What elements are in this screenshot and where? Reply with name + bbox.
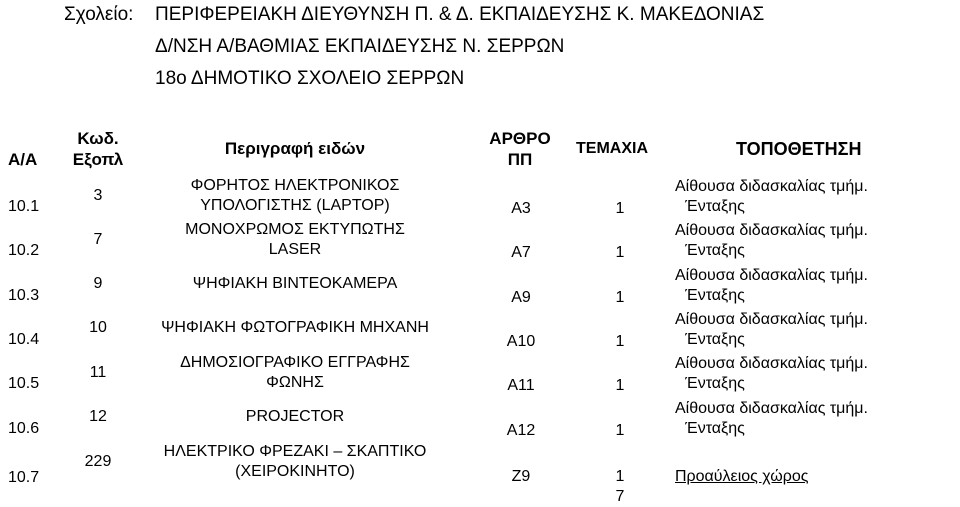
row-3-aa: 10.3: [8, 287, 40, 304]
row-5-desc-line2: ΦΩΝΗΣ: [266, 374, 324, 391]
school-label: Σχολείο:: [64, 4, 134, 25]
row-1-desc-line2: ΥΠΟΛΟΓΙΣΤΗΣ (LAPTOP): [200, 197, 390, 214]
row-5-aa: 10.5: [8, 375, 40, 392]
row-5-article: Α11: [507, 377, 535, 394]
row-4-aa: 10.4: [8, 331, 40, 348]
row-1-pieces: 1: [615, 200, 625, 217]
row-4-location-line2: Ένταξης: [685, 331, 745, 348]
col-header-location: ΤΟΠΟΘΕΤΗΣΗ: [736, 139, 862, 159]
row-5-location-line1: Αίθουσα διδασκαλίας τμήμ.: [675, 355, 868, 372]
row-3-desc-line1: ΨΗΦΙΑΚΗ ΒΙΝΤΕΟΚΑΜΕΡΑ: [192, 275, 398, 292]
row-1-desc-line1: ΦΟΡΗΤΟΣ ΗΛΕΚΤΡΟΝΙΚΟΣ: [190, 177, 400, 194]
col-header-article-line2: ΠΠ: [507, 150, 533, 169]
row-3-location-line1: Αίθουσα διδασκαλίας τμήμ.: [675, 267, 868, 284]
row-1-location-line1: Αίθουσα διδασκαλίας τμήμ.: [675, 178, 868, 195]
row-7-code: 229: [84, 453, 112, 470]
row-2-pieces: 1: [615, 244, 625, 261]
row-6-pieces: 1: [615, 422, 625, 439]
row-2-desc-line2: LASER: [268, 241, 322, 258]
row-2-aa: 10.2: [8, 242, 40, 259]
row-2-code: 7: [93, 231, 103, 248]
row-6-location-line1: Αίθουσα διδασκαλίας τμήμ.: [675, 400, 868, 417]
pieces-total: 7: [615, 488, 625, 505]
row-7-article: Ζ9: [511, 468, 531, 485]
row-4-pieces: 1: [615, 333, 625, 350]
col-header-code-line1: Κωδ.: [77, 129, 119, 148]
header-line-3: 18ο ΔΗΜΟΤΙΚΟ ΣΧΟΛΕΙΟ ΣΕΡΡΩΝ: [155, 68, 465, 89]
row-4-article: Α10: [506, 333, 536, 350]
row-3-pieces: 1: [615, 289, 625, 306]
row-6-article: Α12: [506, 422, 536, 439]
row-3-location-line2: Ένταξης: [685, 287, 745, 304]
row-7-location-line1: Προαύλειος χώρος: [675, 468, 809, 485]
row-6-aa: 10.6: [8, 420, 40, 437]
row-1-aa: 10.1: [8, 198, 40, 215]
row-5-code: 11: [89, 364, 107, 381]
header-line-2: Δ/ΝΣΗ Α/ΒΑΘΜΙΑΣ ΕΚΠΑΙΔΕΥΣΗΣ Ν. ΣΕΡΡΩΝ: [155, 36, 565, 57]
row-1-location-line2: Ένταξης: [685, 198, 745, 215]
row-2-article: Α7: [511, 244, 531, 261]
row-3-article: Α9: [511, 289, 531, 306]
col-header-description: Περιγραφή ειδών: [224, 139, 366, 158]
col-header-code-line2: Εξοπλ: [72, 150, 124, 169]
row-1-code: 3: [93, 187, 103, 204]
row-5-desc-line1: ΔΗΜΟΣΙΟΓΡΑΦΙΚΟ ΕΓΓΡΑΦΗΣ: [180, 354, 410, 371]
row-7-desc-line2: (ΧΕΙΡΟΚΙΝΗΤΟ): [235, 463, 355, 480]
header-line-1: ΠΕΡΙΦΕΡΕΙΑΚΗ ΔΙΕΥΘΥΝΣΗ Π. & Δ. ΕΚΠΑΙΔΕΥΣΗΣ Κ. ΜΑΚΕΔΟΝΙΑΣ: [155, 4, 765, 25]
row-2-desc-line1: ΜΟΝΟΧΡΩΜΟΣ ΕΚΤΥΠΩΤΗΣ: [185, 221, 405, 238]
row-5-location-line2: Ένταξης: [685, 375, 745, 392]
row-2-location-line1: Αίθουσα διδασκαλίας τμήμ.: [675, 222, 868, 239]
row-4-location-line1: Αίθουσα διδασκαλίας τμήμ.: [675, 311, 868, 328]
row-5-pieces: 1: [615, 377, 625, 394]
row-3-code: 9: [93, 275, 103, 292]
row-1-article: Α3: [511, 200, 531, 217]
row-2-location-line2: Ένταξης: [685, 242, 745, 259]
row-7-pieces: 1: [615, 468, 625, 485]
row-4-desc-line1: ΨΗΦΙΑΚΗ ΦΩΤΟΓΡΑΦΙΚΗ ΜΗΧΑΝΗ: [161, 319, 429, 336]
row-7-aa: 10.7: [8, 469, 40, 486]
row-4-code: 10: [89, 319, 107, 336]
col-header-article-line1: ΑΡΘΡΟ: [489, 129, 551, 148]
row-7-desc-line1: ΗΛΕΚΤΡΙΚΟ ΦΡΕΖΑΚΙ – ΣΚΑΠΤΙΚΟ: [163, 443, 427, 460]
col-header-aa: Α/Α: [8, 150, 38, 169]
row-6-code: 12: [89, 408, 107, 425]
row-6-location-line2: Ένταξης: [685, 420, 745, 437]
row-6-desc-line1: PROJECTOR: [245, 408, 345, 425]
col-header-pieces: ΤΕΜΑΧΙΑ: [576, 140, 648, 157]
